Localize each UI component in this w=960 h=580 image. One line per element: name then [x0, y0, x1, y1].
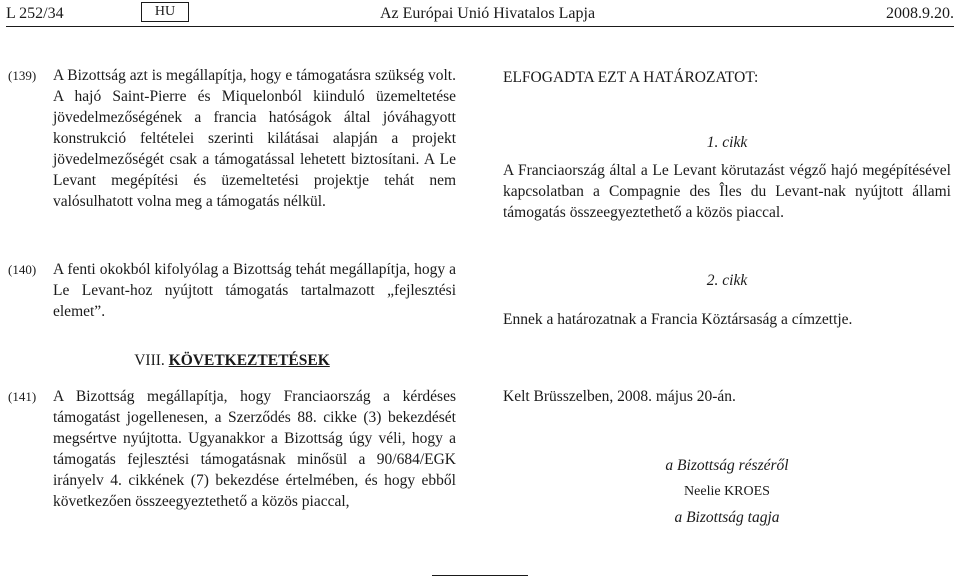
article-1-title: 1. cikk: [706, 134, 748, 151]
paragraph-number: (139): [8, 68, 37, 83]
paragraph-140: [8, 259, 456, 322]
paragraph-139: [8, 65, 456, 212]
article-2-text: Ennek a határozatnak a Francia Köztársaság a címzettje.: [503, 311, 853, 328]
paragraph-number: (140): [8, 262, 37, 277]
place-date: Kelt Brüsszelben, 2008. május 20-án.: [503, 388, 736, 405]
article-2-title: 2. cikk: [706, 272, 748, 289]
signature-on-behalf: a Bizottság részéről: [665, 457, 789, 474]
section-heading: [8, 350, 456, 371]
signature-name: Neelie KROES: [684, 484, 770, 499]
section-title: KÖVETKEZTETÉSEK: [168, 352, 330, 369]
adopted-heading: [503, 67, 951, 88]
adopted-text: ELFOGADTA EZT A HATÁROZATOT:: [503, 69, 759, 86]
page-header: [6, 0, 954, 27]
signature-role: a Bizottság tagja: [674, 509, 780, 526]
article-1-text: A Franciaország által a Le Levant körutazást végző hajó megépítésével kapcsolatban a Compagnie des Îles du Levant-nak nyújtott állami támogatás összeegyeztethető a közös piaccal.: [503, 162, 951, 221]
paragraph-text: A Bizottság azt is megállapítja, hogy e támogatásra szükség volt. A hajó Saint-Pierre és Miquelonból kiinduló üzemeltetése jövedelmezőségének a francia hatóságok által jóváhagyott konstrukció feltételei szerinti kilátásai alapján a projekt jövedelmezőségét csak a támogatással lehetett biztosítani. A Le Levant megépítési és üzemeltetési projektje tehát nem valósulhatott volna meg a támogatás nélkül.: [53, 67, 456, 210]
language-badge: HU: [141, 2, 189, 22]
paragraph-141: [8, 386, 456, 512]
journal-title: Az Európai Unió Hivatalos Lapja: [380, 5, 596, 22]
paragraph-text: A fenti okokból kifolyólag a Bizottság tehát megállapítja, hogy a Le Levant-hoz nyújtott támogatás tartalmazott „fejlesztési elemet”.: [53, 261, 456, 320]
paragraph-text: A Bizottság megállapítja, hogy Franciaország a kérdéses támogatást jogellenesen, a Szerződés 88. cikke (3) bekezdését megsértve nyújtotta. Ugyanakkor a Bizottság úgy véli, hogy a támogatás fejlesztési támogatásnak minősül a 90/684/EGK irányelv 4. cikkének (7) bekezdése értelmében, és hogy ebből következően összeegyeztethető a közös piaccal,: [53, 388, 456, 510]
publication-date: 2008.9.20.: [886, 5, 954, 22]
section-number: VIII.: [134, 352, 165, 369]
paragraph-number: (141): [8, 389, 37, 404]
footnote-rule: [432, 575, 528, 576]
page-reference: L 252/34: [6, 5, 64, 22]
